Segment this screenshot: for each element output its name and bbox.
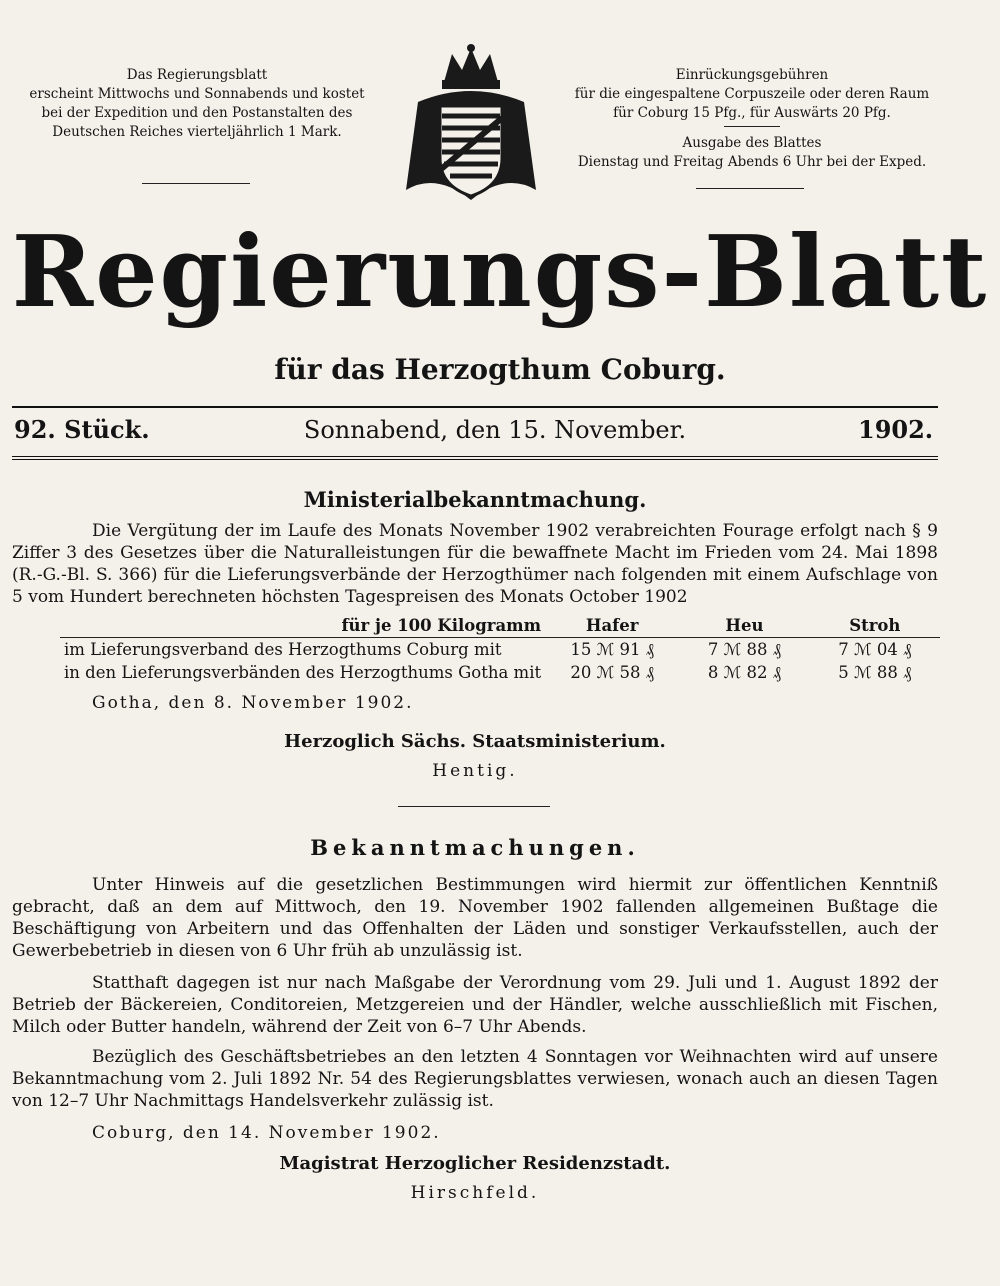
issue-number: 92. Stück. bbox=[14, 415, 150, 444]
header-left-line3: bei der Expedition und den Postanstalten des bbox=[41, 105, 353, 121]
ministerial-place-date: Gotha, den 8. November 1902. bbox=[92, 693, 414, 713]
table-cell-hafer: 15 ℳ 91 ₰ bbox=[570, 639, 654, 659]
table-row-label: im Lieferungsverband des Herzogthums Coburg mit bbox=[64, 640, 502, 659]
header-right-issue-info bbox=[560, 134, 944, 172]
table-row bbox=[60, 638, 940, 662]
announcements-signature: Hirschfeld. bbox=[410, 1183, 540, 1203]
header-left-line4: Deutschen Reiches vierteljährlich 1 Mark. bbox=[52, 124, 342, 140]
announcement-paragraph-3 bbox=[12, 1046, 938, 1112]
issue-date: Sonnabend, den 15. November. bbox=[303, 416, 687, 444]
header-left-rule bbox=[142, 183, 250, 184]
header-right-rule-2 bbox=[696, 188, 804, 189]
coat-of-arms-icon bbox=[396, 40, 546, 210]
header-right-line5: Dienstag und Freitag Abends 6 Uhr bei der Exped. bbox=[577, 154, 927, 170]
announcement-paragraph-3-text: Bezüglich des Geschäftsbetriebes an den letzten 4 Sonntagen vor Weihnachten wird auf unsere Bekanntmachung vom 2. Juli 1892 Nr. 54 des Regierungsblattes verwiesen, wonach auch an diesen Tagen von 12–7 Uhr Nachmittags Handelsverkehr zulässig ist. bbox=[12, 1047, 938, 1111]
dateline-top-rule bbox=[12, 406, 938, 408]
ministerial-authority: Herzoglich Sächs. Staatsministerium. bbox=[284, 731, 666, 752]
ministerial-body bbox=[12, 520, 938, 608]
masthead-title: Regierungs-Blatt bbox=[11, 215, 989, 330]
table-header-stroh: Stroh bbox=[849, 616, 901, 635]
table-header-heu: Heu bbox=[725, 616, 764, 635]
table-row bbox=[60, 661, 940, 684]
table-row-label: in den Lieferungsverbänden des Herzogthums Gotha mit bbox=[64, 663, 542, 682]
fourage-price-table bbox=[60, 614, 940, 684]
masthead-subtitle: für das Herzogthum Coburg. bbox=[274, 353, 726, 386]
header-left-notice bbox=[8, 66, 386, 142]
header-left-line1: Das Regierungsblatt bbox=[126, 67, 268, 83]
header-right-line1: Einrückungsgebühren bbox=[675, 67, 829, 83]
table-header-unit: für je 100 Kilogramm bbox=[341, 616, 542, 635]
header-left-line2: erscheint Mittwochs und Sonnabends und kostet bbox=[29, 86, 365, 102]
ministerial-body-text: Die Vergütung der im Laufe des Monats November 1902 verabreichten Fourage erfolgt nach § 9 Ziffer 3 des Gesetzes über die Naturalleistungen für die bewaffnete Macht im Frieden vom 24. Mai 1898 (R.-G.-Bl. S. 366) für die Lieferungsverbände der Herzogthümer nach folgenden mit einem Aufschlage von 5 vom Hundert berechneten höchsten Tagespreisen des Monats October 1902 bbox=[12, 521, 938, 607]
ministerial-signature: Hentig. bbox=[432, 761, 518, 781]
header-right-line3: für Coburg 15 Pfg., für Auswärts 20 Pfg. bbox=[613, 105, 891, 121]
announcement-paragraph-2 bbox=[12, 972, 938, 1038]
table-cell-stroh: 5 ℳ 88 ₰ bbox=[838, 662, 912, 682]
announcements-heading: Bekanntmachungen. bbox=[310, 835, 640, 860]
table-cell-heu: 8 ℳ 82 ₰ bbox=[707, 662, 781, 682]
table-header-hafer: Hafer bbox=[585, 616, 639, 635]
announcement-paragraph-1-text: Unter Hinweis auf die gesetzlichen Bestimmungen wird hiermit zur öffentlichen Kenntniß gebracht, daß an dem auf Mittwoch, den 19. November 1902 fallenden allgemeinen Bußtage die Beschäftigung von Arbeitern und das Offenhalten der Läden und sonstiger Verkaufsstellen, auch der Gewerbebetrieb in diesen von 6 Uhr früh ab unzulässig ist. bbox=[12, 875, 938, 961]
table-cell-stroh: 7 ℳ 04 ₰ bbox=[838, 639, 912, 659]
announcements-authority: Magistrat Herzoglicher Residenzstadt. bbox=[279, 1153, 671, 1174]
header-right-line2: für die eingespaltene Corpuszeile oder deren Raum bbox=[574, 86, 930, 102]
dateline-bottom-rule bbox=[12, 456, 938, 460]
table-cell-hafer: 20 ℳ 58 ₰ bbox=[570, 662, 654, 682]
section-divider bbox=[398, 806, 550, 807]
header-right-rule-1 bbox=[724, 126, 780, 127]
issue-year: 1902. bbox=[858, 415, 934, 444]
announcement-paragraph-1 bbox=[12, 874, 938, 962]
announcements-place-date: Coburg, den 14. November 1902. bbox=[92, 1123, 441, 1143]
header-right-line4: Ausgabe des Blattes bbox=[682, 135, 822, 151]
announcement-paragraph-2-text: Statthaft dagegen ist nur nach Maßgabe der Verordnung vom 29. Juli und 1. August 1892 der Betrieb der Bäckereien, Conditoreien, Metzgereien und der Händler, welche ausschließlich mit Fischen, Milch oder Butter handeln, während der Zeit von 6–7 Uhr Abends. bbox=[12, 973, 938, 1037]
table-cell-heu: 7 ℳ 88 ₰ bbox=[707, 639, 781, 659]
table-header-row bbox=[60, 614, 940, 638]
header-right-notice bbox=[560, 66, 944, 123]
ministerial-heading: Ministerialbekanntmachung. bbox=[303, 487, 647, 512]
